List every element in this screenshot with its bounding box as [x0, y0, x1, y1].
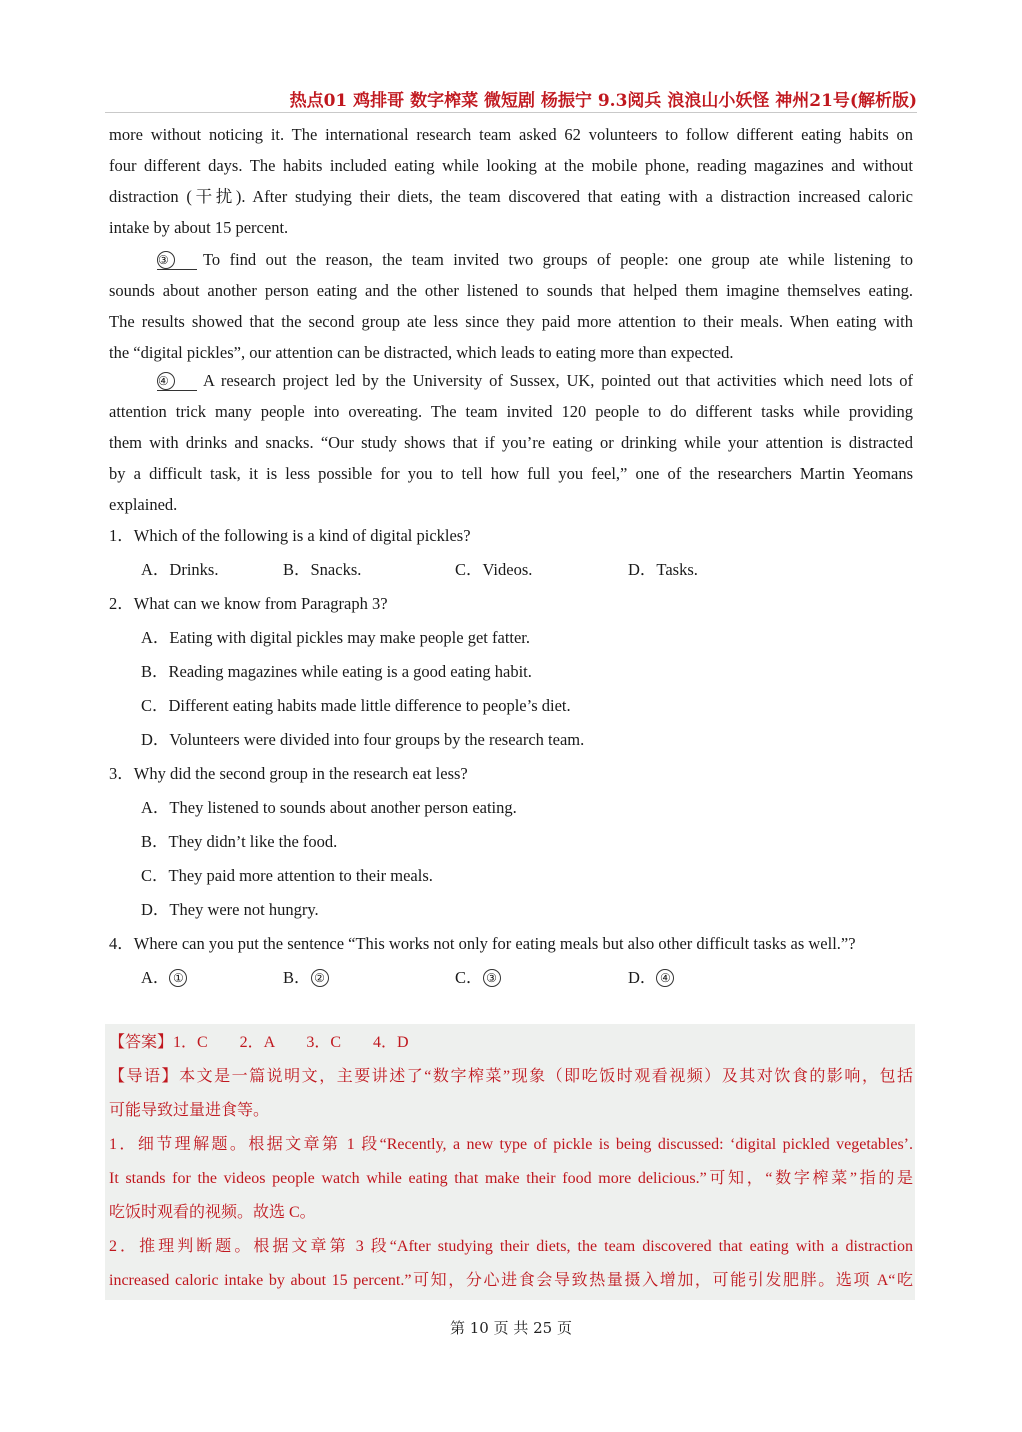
circled-number: ③	[157, 251, 175, 269]
question-1-option-a: A．Drinks.	[141, 560, 219, 579]
passage-paragraph-2	[109, 119, 913, 243]
option-letter: C．	[455, 968, 483, 987]
question-1-option-b: B．Snacks.	[283, 560, 362, 579]
question-3-option-c: C．They paid more attention to their meals.	[141, 866, 433, 885]
text-line: four different days. The habits included eating while looking at the mobile phone, reading magazines and without	[109, 156, 913, 175]
passage-paragraph-3	[109, 244, 913, 368]
circled-number: ④	[656, 969, 674, 987]
text-line: intake by about 15 percent.	[109, 218, 289, 237]
option-letter: B．	[283, 968, 311, 987]
text-span: To find out the reason, the team invited two groups of people: one group ate while listening to	[203, 250, 913, 269]
guide-line: 可能导致过量进食等。	[109, 1102, 270, 1119]
text-line: them with drinks and snacks. “Our study shows that if you’re eating or drinking while your attention is distracted	[109, 433, 913, 452]
question-3-stem: 3．Why did the second group in the research eat less?	[109, 764, 468, 783]
question-2-option-b: B．Reading magazines while eating is a good eating habit.	[141, 662, 532, 681]
question-4-option-b	[283, 964, 329, 988]
text-line: distraction (干扰). After studying their diets, the team discovered that eating with a distraction increased caloric	[109, 187, 913, 206]
circled-number: ①	[169, 969, 187, 987]
circled-number: ④	[157, 372, 175, 390]
text-line	[109, 244, 913, 275]
question-4-stem: 4．Where can you put the sentence “This works not only for eating meals but also other difficult tasks as well.”?	[109, 934, 856, 953]
analysis-2-line: increased caloric intake by about 15 percent.”可知，分心进食会导致热量摄入增加，可能引发肥胖。选项 A“吃	[109, 1272, 913, 1289]
text-span: A research project led by the University of Sussex, UK, pointed out that activities which need lots of	[203, 371, 913, 390]
passage-paragraph-4	[109, 365, 913, 520]
text-line: explained.	[109, 495, 178, 514]
analysis-1-line: It stands for the videos people watch while eating that make their food more delicious.”可知，“数字榨菜”指的是	[109, 1170, 913, 1187]
header-divider	[105, 112, 917, 113]
question-1-stem: 1．Which of the following is a kind of digital pickles?	[109, 526, 471, 545]
question-1-option-d: D．Tasks.	[628, 560, 698, 579]
analysis-1-line: 吃饭时观看的视频。故选 C。	[109, 1204, 316, 1221]
text-line: attention trick many people into overeating. The team invited 120 people to do different tasks while providing	[109, 402, 913, 421]
text-line: the “digital pickles”, our attention can be distracted, which leads to eating more than expected.	[109, 343, 734, 362]
question-3-option-b: B．They didn’t like the food.	[141, 832, 338, 851]
document-header-title: 热点01 鸡排哥 数字榨菜 微短剧 杨振宁 9.3阅兵 浪浪山小妖怪 神州21号(解析版)	[289, 91, 917, 111]
text-line: sounds about another person eating and the other listened to sounds that helped them imagine themselves eating.	[109, 281, 913, 300]
question-2-option-c: C．Different eating habits made little difference to people’s diet.	[141, 696, 571, 715]
option-letter: A．	[141, 968, 170, 987]
question-3-option-a: A．They listened to sounds about another person eating.	[141, 798, 517, 817]
text-line: The results showed that the second group ate less since they paid more attention to their meals. When eating with	[109, 312, 913, 331]
option-letter: D．	[628, 968, 657, 987]
guide-line: 【导语】本文是一篇说明文，主要讲述了“数字榨菜”现象（即吃饭时观看视频）及其对饮食的影响，包括	[109, 1068, 913, 1085]
question-4-option-c	[455, 964, 501, 988]
analysis-2-line: 2．推理判断题。根据文章第 3 段“After studying their diets, the team discovered that eating with a distraction	[109, 1238, 913, 1255]
question-4-option-a	[141, 964, 187, 988]
analysis-1-line: 1．细节理解题。根据文章第 1 段“Recently, a new type of pickle is being discussed: ‘digital pickled vegetables’.	[109, 1136, 913, 1153]
answer-blank	[157, 372, 197, 391]
circled-number: ②	[311, 969, 329, 987]
circled-number: ③	[483, 969, 501, 987]
text-line	[109, 365, 913, 396]
question-1-option-c: C．Videos.	[455, 560, 533, 579]
question-2-option-a: A．Eating with digital pickles may make people get fatter.	[141, 628, 531, 647]
page-number: 第 10 页 共 25 页	[449, 1319, 572, 1337]
question-3-option-d: D．They were not hungry.	[141, 900, 319, 919]
text-line: more without noticing it. The international research team asked 62 volunteers to follow different eating habits on	[109, 125, 913, 144]
answer-key: 【答案】1．C 2．A 3．C 4．D	[109, 1034, 409, 1051]
text-line: by a difficult task, it is less possible for you to tell how full you feel,” one of the researchers Martin Yeomans	[109, 464, 913, 483]
question-2-stem: 2．What can we know from Paragraph 3?	[109, 594, 388, 613]
answer-blank	[157, 251, 197, 270]
question-4-option-d	[628, 964, 674, 988]
question-2-option-d: D．Volunteers were divided into four groups by the research team.	[141, 730, 585, 749]
